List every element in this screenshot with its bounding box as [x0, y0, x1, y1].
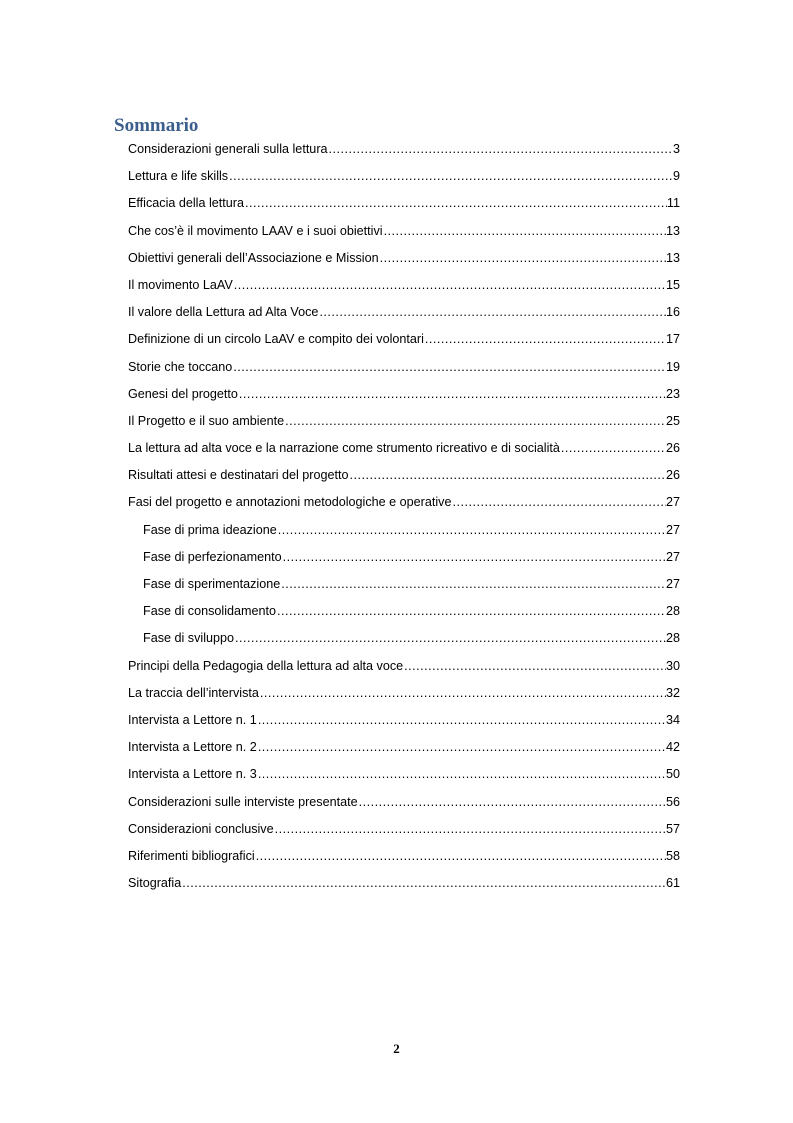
toc-dot-leader [245, 190, 667, 217]
toc-entry-text: Storie che toccano [128, 359, 233, 374]
toc-entry-page: 19 [665, 359, 680, 374]
toc-entry[interactable] [128, 789, 680, 816]
toc-dot-leader [258, 734, 666, 761]
toc-entry[interactable] [128, 299, 680, 326]
toc-entry-page: 11 [666, 196, 680, 211]
toc-entry-page: 26 [665, 441, 680, 456]
toc-entry-text: Lettura e life skills [128, 169, 229, 184]
toc-dot-leader [278, 517, 666, 544]
toc-entry-page: 28 [665, 631, 680, 646]
toc-entry-page: 26 [665, 468, 680, 483]
toc-dot-leader [239, 381, 666, 408]
toc-list [0, 136, 793, 897]
toc-entry[interactable] [128, 653, 680, 680]
toc-entry-page: 25 [665, 413, 680, 428]
toc-entry-text: La lettura ad alta voce e la narrazione come strumento ricreativo e di socialità [128, 441, 560, 456]
toc-entry-page: 27 [665, 577, 680, 591]
toc-entry[interactable] [128, 245, 680, 272]
toc-entry[interactable] [128, 707, 680, 734]
toc-dot-leader [452, 489, 666, 516]
toc-dot-leader [404, 653, 666, 680]
toc-entry-text: Sitografia [128, 876, 182, 891]
toc-dot-leader [281, 571, 666, 598]
toc-entry-text: Obiettivi generali dell’Associazione e Mission [128, 250, 379, 265]
toc-dot-leader [275, 816, 666, 843]
toc-dot-leader [359, 789, 666, 816]
toc-entry-text: Che cos’è il movimento LAAV e i suoi obiettivi [128, 223, 383, 238]
toc-entry-page: 42 [665, 740, 680, 755]
toc-entry-text: Fase di prima ideazione [143, 522, 277, 537]
toc-entry-text: Fase di sperimentazione [143, 577, 281, 591]
toc-entry[interactable] [128, 190, 680, 217]
toc-entry-text: Intervista a Lettore n. 1 [128, 712, 257, 727]
toc-entry[interactable] [128, 272, 680, 299]
toc-entry-page: 61 [665, 876, 680, 891]
toc-dot-leader [285, 408, 666, 435]
toc-entry[interactable] [128, 816, 680, 843]
toc-dot-leader [256, 843, 666, 870]
toc-entry-text: Intervista a Lettore n. 3 [128, 767, 257, 782]
toc-entry[interactable] [128, 435, 680, 462]
toc-entry-page: 27 [665, 549, 680, 564]
toc-entry-page: 3 [672, 142, 680, 156]
toc-title: Sommario [114, 115, 199, 136]
toc-entry-page: 16 [665, 305, 680, 320]
toc-entry[interactable] [128, 462, 680, 489]
toc-entry-text: Efficacia della lettura [128, 196, 244, 211]
toc-subentry[interactable] [143, 625, 680, 652]
toc-entry[interactable] [128, 843, 680, 870]
toc-entry-page: 58 [665, 848, 680, 863]
toc-dot-leader [380, 245, 666, 272]
toc-subentry[interactable] [143, 571, 680, 598]
toc-entry[interactable] [128, 680, 680, 707]
toc-dot-leader [350, 462, 666, 489]
toc-entry[interactable] [128, 870, 680, 897]
toc-entry-text: Definizione di un circolo LaAV e compito dei volontari [128, 332, 424, 347]
toc-entry-page: 13 [665, 223, 680, 238]
toc-entry[interactable] [128, 408, 680, 435]
toc-dot-leader [235, 625, 666, 652]
toc-entry-text: Il Progetto e il suo ambiente [128, 413, 285, 428]
toc-entry-page: 23 [665, 386, 680, 401]
toc-dot-leader [319, 299, 666, 326]
toc-entry[interactable] [128, 734, 680, 761]
toc-dot-leader [229, 163, 673, 190]
toc-dot-leader [425, 326, 666, 353]
toc-entry-page: 27 [665, 495, 680, 510]
toc-entry-text: Fase di perfezionamento [143, 549, 282, 564]
toc-entry-page: 30 [665, 658, 680, 673]
toc-entry-text: Fasi del progetto e annotazioni metodologiche e operative [128, 495, 452, 510]
toc-subentry[interactable] [143, 517, 680, 544]
toc-entry[interactable] [128, 489, 680, 516]
toc-entry-page: 17 [665, 332, 680, 347]
toc-entry-page: 57 [665, 821, 680, 836]
toc-dot-leader [283, 544, 666, 571]
toc-entry-page: 34 [665, 712, 680, 727]
toc-entry-page: 32 [665, 685, 680, 700]
toc-entry-text: Genesi del progetto [128, 386, 238, 401]
toc-entry[interactable] [128, 326, 680, 353]
toc-dot-leader [258, 761, 666, 788]
toc-entry-page: 56 [665, 794, 680, 809]
toc-entry[interactable] [128, 354, 680, 381]
toc-dot-leader [234, 272, 666, 299]
toc-entry[interactable] [128, 136, 680, 163]
toc-entry-text: Il valore della Lettura ad Alta Voce [128, 305, 319, 320]
toc-dot-leader [258, 707, 666, 734]
toc-subentry[interactable] [143, 544, 680, 571]
toc-entry-page: 13 [665, 250, 680, 265]
toc-entry-text: Intervista a Lettore n. 2 [128, 740, 257, 755]
toc-dot-leader [260, 680, 666, 707]
page-number: 2 [393, 1041, 400, 1056]
toc-entry[interactable] [128, 761, 680, 788]
toc-entry-text: Risultati attesi e destinatari del progetto [128, 468, 349, 483]
toc-dot-leader [233, 354, 666, 381]
toc-dot-leader [384, 218, 666, 245]
toc-entry-text: Fase di consolidamento [143, 604, 277, 619]
toc-entry-text: Considerazioni generali sulla lettura [128, 142, 328, 156]
toc-entry-text: Riferimenti bibliografici [128, 848, 255, 863]
toc-dot-leader [182, 870, 666, 897]
toc-entry[interactable] [128, 218, 680, 245]
toc-entry-page: 9 [672, 169, 680, 184]
toc-entry-page: 50 [665, 767, 680, 782]
toc-entry-page: 28 [665, 604, 680, 619]
toc-entry[interactable] [128, 381, 680, 408]
toc-entry-text: Principi della Pedagogia della lettura ad alta voce [128, 658, 404, 673]
toc-entry-page: 15 [665, 277, 680, 292]
toc-entry-text: Il movimento LaAV [128, 277, 233, 292]
toc-entry-text: Fase di sviluppo [143, 631, 235, 646]
toc-entry-text: La traccia dell’intervista [128, 685, 259, 700]
toc-entry[interactable] [128, 163, 680, 190]
toc-dot-leader [561, 435, 666, 462]
toc-subentry[interactable] [143, 598, 680, 625]
toc-entry-text: Considerazioni sulle interviste presentate [128, 794, 358, 809]
toc-entry-text: Considerazioni conclusive [128, 821, 274, 836]
toc-dot-leader [277, 598, 666, 625]
toc-dot-leader [329, 136, 673, 163]
toc-entry-page: 27 [665, 522, 680, 537]
